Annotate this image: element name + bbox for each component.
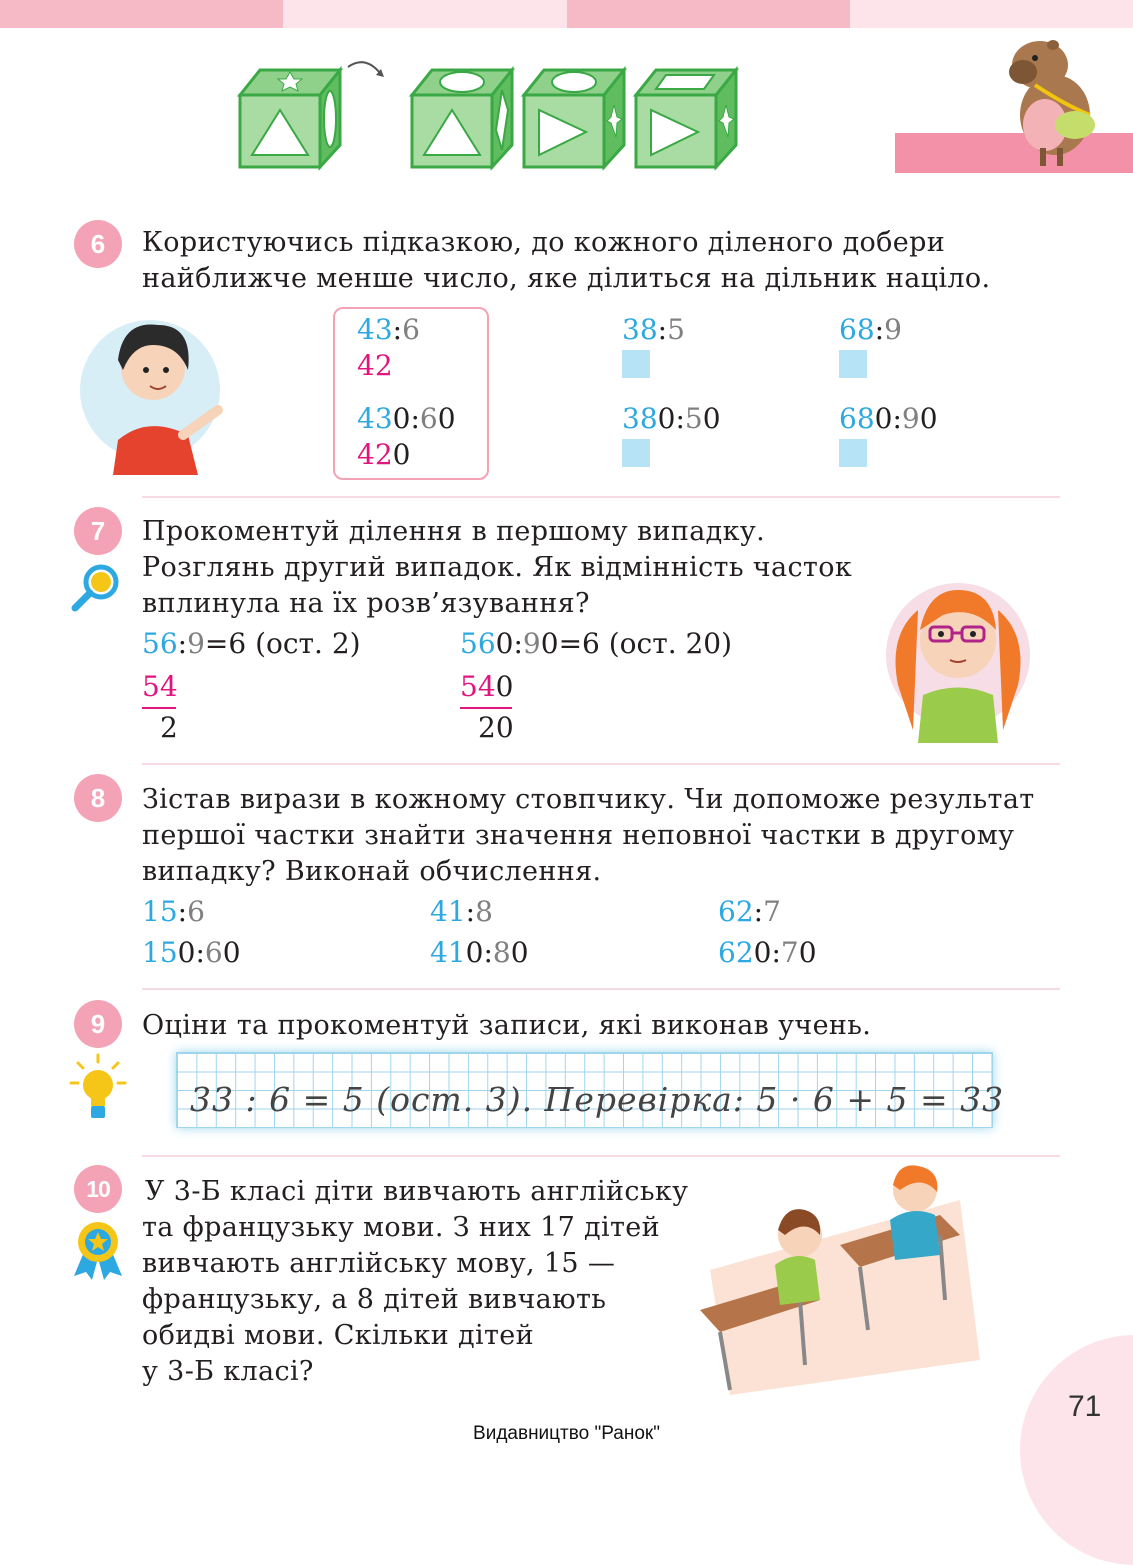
task10-text-line4: французьку, а 8 дітей вивчають [142, 1284, 607, 1315]
task6-text-line1: Користуючись підказкою, до кожного діленого добери [142, 227, 946, 258]
cube-2 [412, 70, 512, 167]
task6-hint-answer2: 420 [357, 438, 411, 471]
task7-expr2: 560:90=6 (ост. 20) [460, 627, 733, 660]
top-band-2 [283, 0, 567, 28]
task6-col3-answer2-box[interactable] [839, 439, 867, 467]
children-desks-illustration [690, 1160, 990, 1400]
top-band-3 [567, 0, 850, 28]
task6-hint-expr2: 430:60 [357, 402, 456, 435]
task10-text-line3: вивчають англійську мову, 15 — [142, 1248, 616, 1279]
page-corner [1020, 1335, 1133, 1565]
task7-expr1-subtrahend: 54 [142, 670, 178, 703]
task7-text-line2: Розглянь другий випадок. Як відмінність часток [142, 552, 853, 583]
task10-text-line2: та французьку мови. З них 17 дітей [142, 1212, 660, 1243]
top-band-4 [850, 0, 1133, 28]
task10-text-line1: У 3-Б класі діти вивчають англійську [145, 1176, 689, 1207]
task8-col2-expr1: 41:8 [430, 895, 493, 928]
task-number-9: 9 [74, 1000, 122, 1048]
separator-3 [142, 988, 1060, 990]
task8-col1-expr2: 150:60 [142, 936, 241, 969]
separator-4 [142, 1155, 1060, 1157]
task7-expr1-remainder: 2 [160, 711, 178, 744]
task8-text-line2: першої частки знайти значення неповної частки в другому [142, 820, 1015, 851]
task6-col3-expr1: 68:9 [839, 313, 902, 346]
cube-4 [636, 70, 736, 167]
task8-col3-expr1: 62:7 [718, 895, 781, 928]
arrow-icon [348, 62, 380, 73]
task10-text-line5: обидві мови. Скільки дітей [142, 1320, 534, 1351]
task6-col3-expr2: 680:90 [839, 402, 938, 435]
task6-col2-expr2: 380:50 [622, 402, 721, 435]
boy-illustration [78, 300, 228, 480]
task-number-8: 8 [74, 774, 122, 822]
task-number-6: 6 [74, 220, 122, 268]
medal-icon [70, 1218, 126, 1280]
task8-col2-expr2: 410:80 [430, 936, 529, 969]
page-number: 71 [1068, 1390, 1102, 1423]
cube-1 [240, 70, 340, 167]
task9-handwritten-record: 33 : 6 = 5 (ост. 3). Перевірка: 5 · 6 + 5 = 33 [190, 1080, 1005, 1119]
task6-col2-answer2-box[interactable] [622, 439, 650, 467]
task8-col1-expr1: 15:6 [142, 895, 205, 928]
separator-2 [142, 763, 1060, 765]
separator-1 [142, 496, 1060, 498]
capybara-illustration [995, 30, 1115, 170]
top-band-1 [0, 0, 283, 28]
task6-text-line2: найближче менше число, яке ділиться на дільник націло. [142, 263, 991, 294]
task6-col2-answer1-box[interactable] [622, 350, 650, 378]
task9-text-line1: Оціни та прокоментуй записи, які виконав учень. [142, 1010, 872, 1041]
task7-expr2-subtrahend: 540 [460, 670, 514, 703]
task7-text-line3: вплинула на їх розв’язування? [142, 588, 590, 619]
lightbulb-icon [68, 1053, 128, 1123]
task6-hint-expr1: 43:6 [357, 313, 420, 346]
task7-expr1: 56:9=6 (ост. 2) [142, 627, 361, 660]
task7-text-line1: Прокоментуй ділення в першому випадку. [142, 516, 766, 547]
task8-text-line1: Зістав вирази в кожному стовпчику. Чи допоможе результат [142, 784, 1035, 815]
task6-hint-answer1: 42 [357, 349, 393, 382]
task8-text-line3: випадку? Виконай обчислення. [142, 856, 602, 887]
task6-col2-expr1: 38:5 [622, 313, 685, 346]
girl-illustration [878, 565, 1038, 745]
publisher-footer: Видавництво "Ранок" [473, 1423, 660, 1444]
task7-expr2-remainder: 20 [478, 711, 514, 744]
cube-net-illustration [230, 55, 750, 180]
task10-text-line6: у 3-Б класі? [142, 1356, 314, 1387]
task8-col3-expr2: 620:70 [718, 936, 817, 969]
task-number-7: 7 [74, 507, 122, 555]
task7-expr1-line [142, 707, 176, 709]
task-number-10: 10 [74, 1165, 122, 1213]
task7-expr2-line [460, 707, 512, 709]
cube-3 [524, 70, 624, 167]
task6-col3-answer1-box[interactable] [839, 350, 867, 378]
magnifier-icon [68, 560, 124, 616]
